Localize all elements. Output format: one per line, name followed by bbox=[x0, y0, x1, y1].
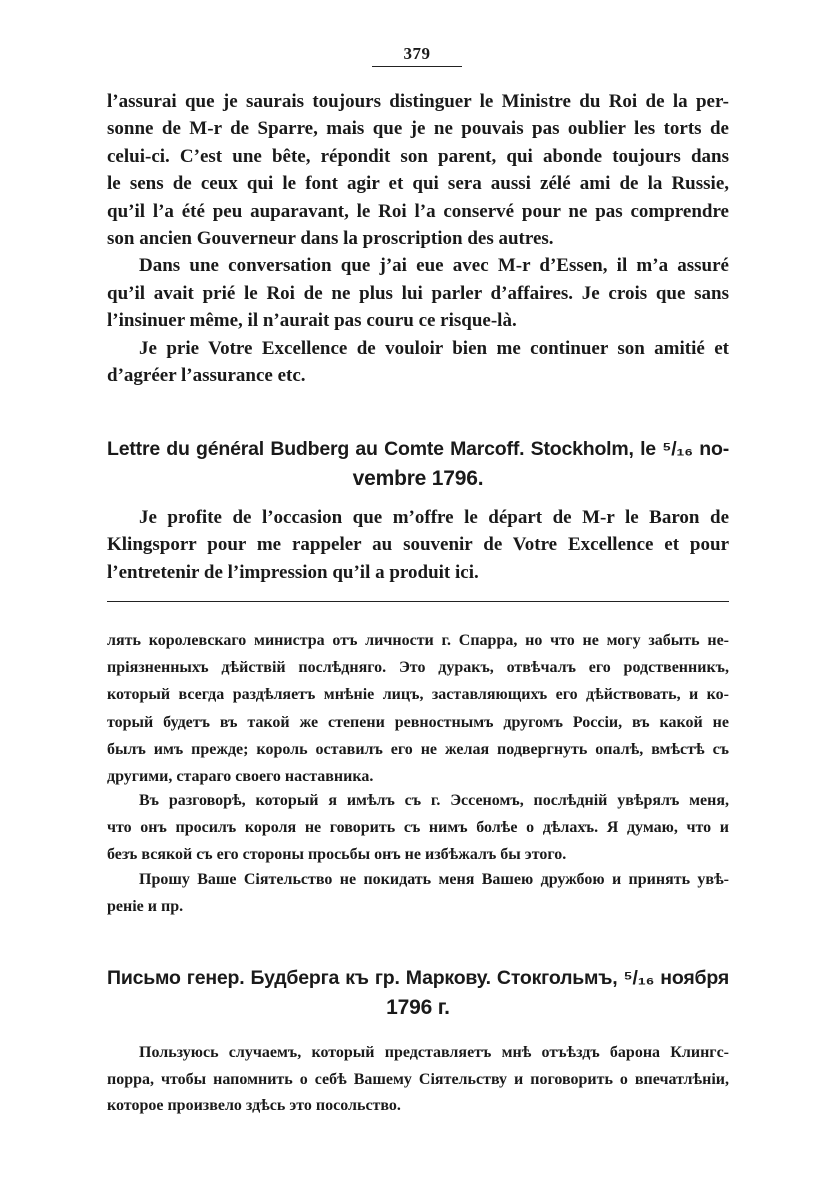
russian-paragraph-2 bbox=[107, 787, 729, 869]
russian-letter-line: которое произвело здѣсь это посольство. bbox=[107, 1097, 401, 1114]
french-heading-line: vembre 1796. bbox=[352, 467, 484, 490]
french-letter-line: l’entretenir de l’impression qu’il a produit ici. bbox=[107, 561, 479, 583]
french-heading-line: Lettre du général Budberg au Comte Marcoff. Stockholm, le ⁵/₁₆ no- bbox=[107, 438, 729, 460]
russian-p1-line: торый будетъ въ такой же степени ревностнымъ другомъ Россіи, въ какой не bbox=[107, 713, 729, 731]
russian-letter-body bbox=[107, 1040, 729, 1120]
french-p1-line: qu’il l’a été peu auparavant, le Roi l’a conservé pour ne pas comprendre bbox=[107, 200, 729, 222]
french-p3-line: Je prie Votre Excellence de vouloir bien me continuer son amitié et bbox=[139, 337, 729, 359]
russian-letter-line: порра, чтобы напомнить о себѣ Вашему Сіятельству и поговорить о впечатлѣніи, bbox=[107, 1070, 729, 1088]
russian-heading-line: 1796 г. bbox=[386, 996, 450, 1019]
russian-p3-line: Прошу Ваше Сіятельство не покидать меня Вашею дружбою и принять увѣ- bbox=[139, 871, 729, 888]
french-p1-line: celui-ci. C’est une bête, répondit son parent, qui abonde toujours dans bbox=[107, 145, 729, 167]
french-letter-line: Je profite de l’occasion que m’offre le départ de M-r le Baron de bbox=[139, 507, 729, 528]
russian-p1-line: былъ имъ прежде; король оставилъ его не желая подвергнуть опалѣ, вмѣстѣ съ bbox=[107, 740, 729, 758]
french-p1-line: son ancien Gouverneur dans la proscription des autres. bbox=[107, 227, 554, 249]
russian-letter-heading bbox=[107, 963, 729, 1023]
russian-paragraph-1 bbox=[107, 627, 729, 790]
french-p2-line: qu’il avait prié le Roi de ne plus lui parler d’affaires. Je crois que sans bbox=[107, 282, 729, 304]
section-divider bbox=[107, 601, 729, 602]
french-letter-body bbox=[107, 504, 729, 586]
french-letter-line: Klingsporr pour me rappeler au souvenir de Votre Excellence et pour bbox=[107, 534, 729, 556]
russian-p3-line: реніе и пр. bbox=[107, 898, 184, 916]
russian-p2-line: Въ разговорѣ, который я имѣлъ съ г. Эссеномъ, послѣдній увѣрялъ меня, bbox=[139, 792, 729, 809]
french-text bbox=[107, 88, 729, 389]
russian-p1-line: который всегда раздѣляетъ мнѣніе лицъ, заставляющихъ его дѣйствовать, и ко- bbox=[107, 686, 729, 704]
french-p1-line: sonne de M-r de Sparre, mais que je ne pouvais pas oublier les torts de bbox=[107, 118, 729, 140]
russian-p2-line: что онъ просилъ короля не говорить съ нимъ болѣе о дѣлахъ. Я думаю, что и bbox=[107, 819, 729, 837]
russian-p2-line: безъ всякой съ его стороны просьбы онъ не избѣжалъ бы этого. bbox=[107, 846, 567, 864]
french-p2-line: Dans une conversation que j’ai eue avec M-r d’Essen, il m’a assuré bbox=[139, 255, 729, 277]
russian-paragraph-3 bbox=[107, 866, 729, 920]
russian-p1-line: другими, стараго своего наставника. bbox=[107, 767, 374, 785]
russian-letter-line: Пользуюсь случаемъ, который представляетъ мнѣ отъѣздъ барона Клингс- bbox=[139, 1044, 729, 1061]
french-letter-heading bbox=[107, 434, 729, 494]
french-p1-line: le sens de ceux qui le font agir et qui sera aussi zélé ami de la Russie, bbox=[107, 173, 729, 195]
russian-heading-line: Письмо генер. Будберга къ гр. Маркову. Стокгольмъ, ⁵/₁₆ ноября bbox=[107, 967, 729, 989]
russian-p1-line: пріязненныхъ дѣйствій послѣдняго. Это дуракъ, отвѣчалъ его родственникъ, bbox=[107, 659, 729, 677]
french-p2-line: l’insinuer même, il n’aurait pas couru ce risque-là. bbox=[107, 310, 517, 332]
page-number-rule bbox=[372, 66, 462, 67]
russian-p1-line: лять королевскаго министра отъ личности г. Спарра, но что не могу забыть не- bbox=[107, 632, 729, 649]
page-number: 379 bbox=[403, 44, 431, 63]
french-p1-line: l’assurai que je saurais toujours distinguer le Ministre du Roi de la per- bbox=[107, 91, 729, 112]
french-p3-line: d’agréer l’assurance etc. bbox=[107, 364, 306, 386]
